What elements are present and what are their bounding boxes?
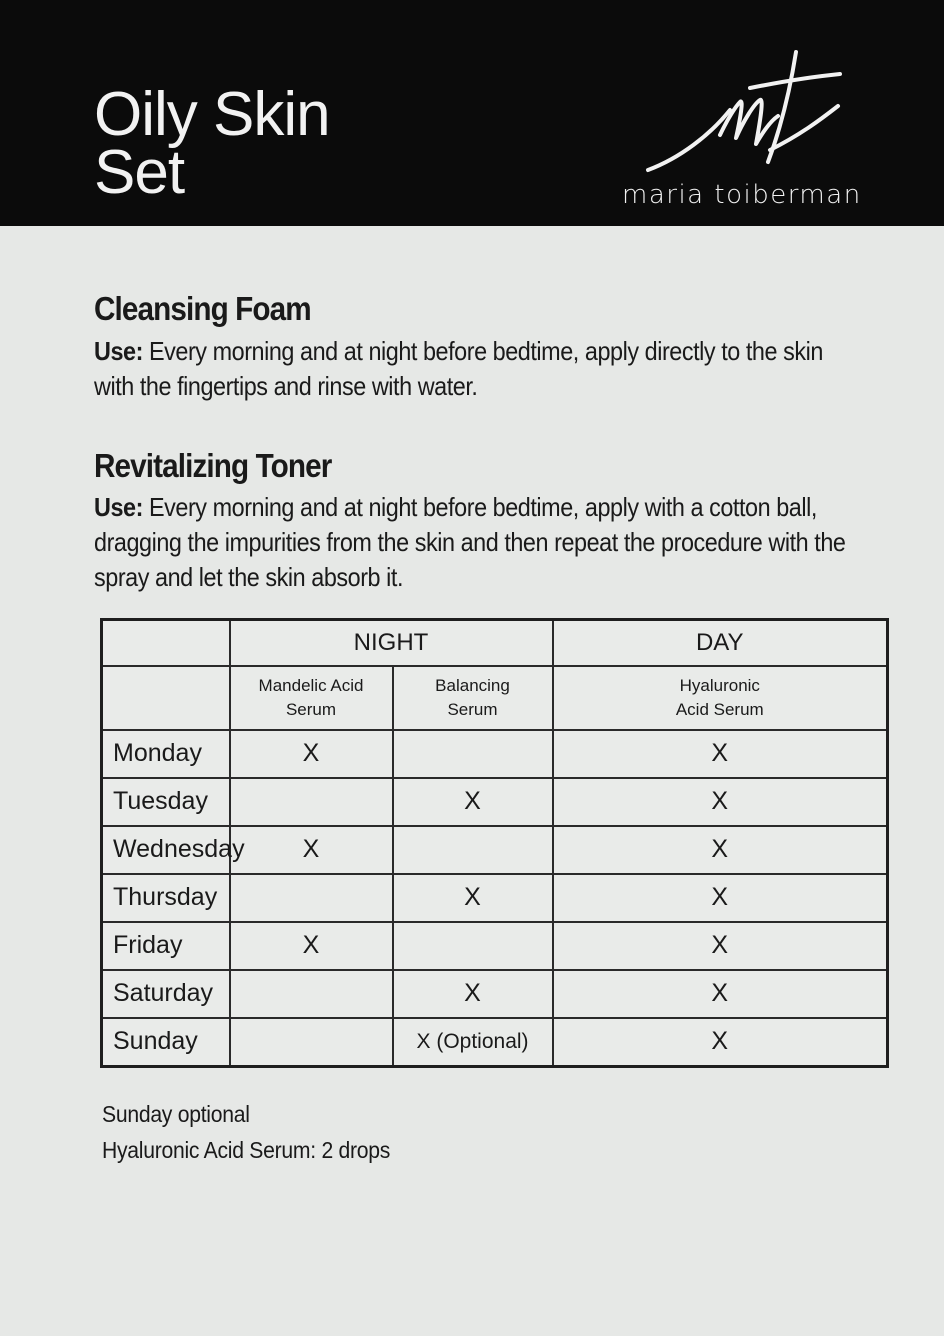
mark-cell [230, 778, 393, 826]
mark-cell: X [553, 826, 888, 874]
group-day: DAY [553, 620, 888, 667]
table-row [102, 1018, 888, 1067]
title-line-2: Set [94, 138, 185, 207]
table-row [102, 922, 888, 970]
table-corner-cell [102, 620, 230, 667]
page-title [94, 80, 494, 207]
header-banner [0, 0, 944, 226]
use-label: Use: [94, 336, 143, 366]
day-cell: Tuesday [102, 778, 230, 826]
table-row [102, 970, 888, 1018]
table-header-group-row [102, 620, 888, 667]
use-label: Use: [94, 492, 143, 522]
mark-cell: X [553, 1018, 888, 1067]
section-body-cleansing-foam [94, 334, 868, 404]
mark-cell [393, 826, 553, 874]
note-hyaluronic: Hyaluronic Acid Serum: 2 drops [102, 1137, 391, 1163]
day-cell: Sunday [102, 1018, 230, 1067]
table-header-column-row [102, 666, 888, 730]
note-sunday: Sunday optional [102, 1101, 250, 1127]
mark-cell: X [230, 730, 393, 778]
mark-cell: X [393, 970, 553, 1018]
mark-cell [393, 730, 553, 778]
table-corner-cell [102, 666, 230, 730]
mark-cell: X [553, 730, 888, 778]
title-line-1: Oily Skin [94, 80, 330, 149]
group-night: NIGHT [230, 620, 553, 667]
day-cell: Saturday [102, 970, 230, 1018]
use-text: Every morning and at night before bedtime, apply directly to the skin with the fingertips and rinse with water. [94, 336, 823, 401]
footnotes [102, 1096, 390, 1168]
mark-cell [230, 1018, 393, 1067]
table-row [102, 778, 888, 826]
mark-cell [230, 874, 393, 922]
mark-cell: X [393, 874, 553, 922]
mark-cell [393, 922, 553, 970]
table-row [102, 730, 888, 778]
mark-cell: X [553, 778, 888, 826]
day-cell: Thursday [102, 874, 230, 922]
table-row [102, 826, 888, 874]
column-header: Balancing Serum [393, 666, 553, 730]
day-cell: Friday [102, 922, 230, 970]
mark-cell: X [553, 970, 888, 1018]
section-title-cleansing-foam: Cleansing Foam [94, 290, 311, 327]
column-header: Hyaluronic Acid Serum [553, 666, 888, 730]
section-body-revitalizing-toner [94, 490, 868, 595]
section-title-revitalizing-toner: Revitalizing Toner [94, 447, 332, 484]
mark-cell: X [553, 874, 888, 922]
brand-logo-icon [640, 40, 880, 180]
day-cell: Wednesday [102, 826, 230, 874]
weekly-schedule-table [100, 618, 889, 1068]
mark-cell: X [230, 922, 393, 970]
mark-cell: X [553, 922, 888, 970]
day-cell: Monday [102, 730, 230, 778]
use-text: Every morning and at night before bedtime, apply with a cotton ball, dragging the impurities from the skin and then repeat the procedure with the spray and let the skin absorb it. [94, 492, 846, 592]
table-row [102, 874, 888, 922]
column-header: Mandelic Acid Serum [230, 666, 393, 730]
mark-cell: X [230, 826, 393, 874]
mark-cell [230, 970, 393, 1018]
mark-cell: X [393, 778, 553, 826]
mark-cell: X (Optional) [393, 1018, 553, 1067]
brand-name: maria toiberman [622, 180, 862, 210]
